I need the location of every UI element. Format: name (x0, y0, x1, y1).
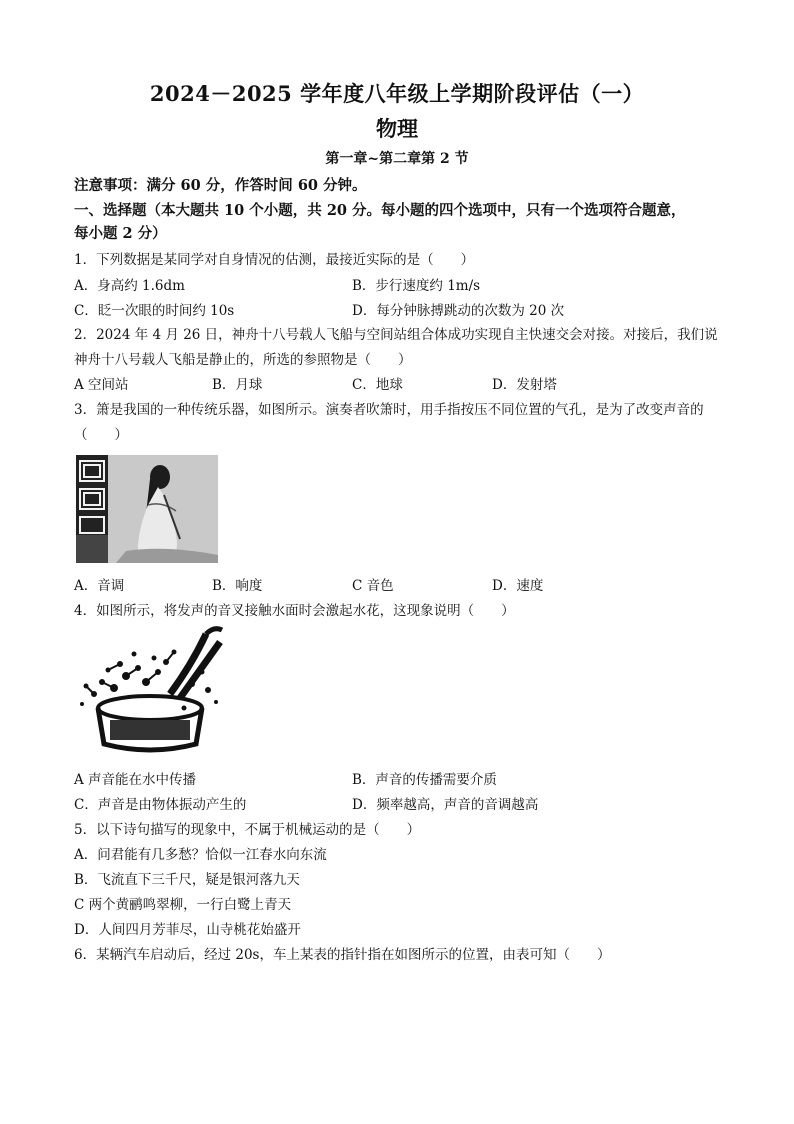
q2-option-a: A 空间站 (74, 377, 129, 393)
tuning-fork-water-image (74, 624, 232, 756)
exam-title: 2024－2025 学年度八年级上学期阶段评估（一） (149, 81, 645, 106)
q4-option-c: C．声音是由物体振动产生的 (74, 797, 247, 813)
q2-option-b: B．月球 (212, 377, 263, 393)
section-heading-line2: 每小题 2 分） (74, 225, 167, 242)
q1-option-b: B．步行速度约 1m/s (352, 278, 481, 294)
q1-stem: 1．下列数据是某同学对自身情况的估测，最接近实际的是（ ） (74, 252, 475, 268)
q1-option-a: A．身高约 1.6dm (74, 278, 185, 294)
q3-stem-line1: 3．箫是我国的一种传统乐器，如图所示。演奏者吹箫时，用手指按压不同位置的气孔，是为了改变声音的 (74, 402, 704, 418)
subject-title: 物理 (376, 116, 418, 141)
q3-option-d: D．速度 (492, 578, 544, 594)
q5-option-b: B．飞流直下三千尺，疑是银河落九天 (74, 872, 300, 888)
q1-option-d: D．每分钟脉搏跳动的次数为 20 次 (352, 303, 565, 319)
q4-stem: 4．如图所示，将发声的音叉接触水面时会激起水花，这现象说明（ ） (74, 603, 515, 619)
xiao-player-image (76, 455, 218, 563)
notice: 注意事项：满分 60 分，作答时间 60 分钟。 (74, 177, 367, 194)
q4-option-b: B．声音的传播需要介质 (352, 772, 497, 788)
q3-option-c: C 音色 (352, 578, 394, 594)
q2-stem-line2: 神舟十八号载人飞船是静止的，所选的参照物是（ ） (74, 352, 412, 368)
tuning-fork-water-illustration (74, 624, 232, 756)
q1-option-c: C．眨一次眼的时间约 10s (74, 303, 235, 319)
q4-option-a: A 声音能在水中传播 (74, 772, 197, 788)
q4-option-d: D．频率越高，声音的音调越高 (352, 797, 539, 813)
q5-option-d: D．人间四月芳菲尽，山寺桃花始盛开 (74, 922, 301, 938)
section-heading (74, 199, 734, 245)
q3-stem-line2: （ ） (74, 427, 128, 443)
q6-stem: 6．某辆汽车启动后，经过 20s，车上某表的指针指在如图所示的位置，由表可知（ ） (74, 947, 611, 963)
q3-option-a: A．音调 (74, 578, 125, 594)
section-heading-line1: 一、选择题（本大题共 10 个小题，共 20 分。每小题的四个选项中，只有一个选项符合题意， (74, 202, 686, 219)
q2-stem-line1: 2．2024 年 4 月 26 日，神舟十八号载人飞船与空间站组合体成功实现自主快速交会对接。对接后，我们说 (74, 327, 718, 343)
q3-option-b: B．响度 (212, 578, 263, 594)
q2-option-c: C．地球 (352, 377, 403, 393)
chapter-range: 第一章~第二章第 2 节 (325, 151, 469, 167)
q5-option-a: A．问君能有几多愁？恰似一江春水向东流 (74, 847, 327, 863)
q5-stem: 5．以下诗句描写的现象中，不属于机械运动的是（ ） (74, 822, 421, 838)
q2-option-d: D．发射塔 (492, 377, 557, 393)
q5-option-c: C 两个黄鹂鸣翠柳，一行白鹭上青天 (74, 897, 292, 913)
xiao-player-illustration (76, 455, 218, 563)
